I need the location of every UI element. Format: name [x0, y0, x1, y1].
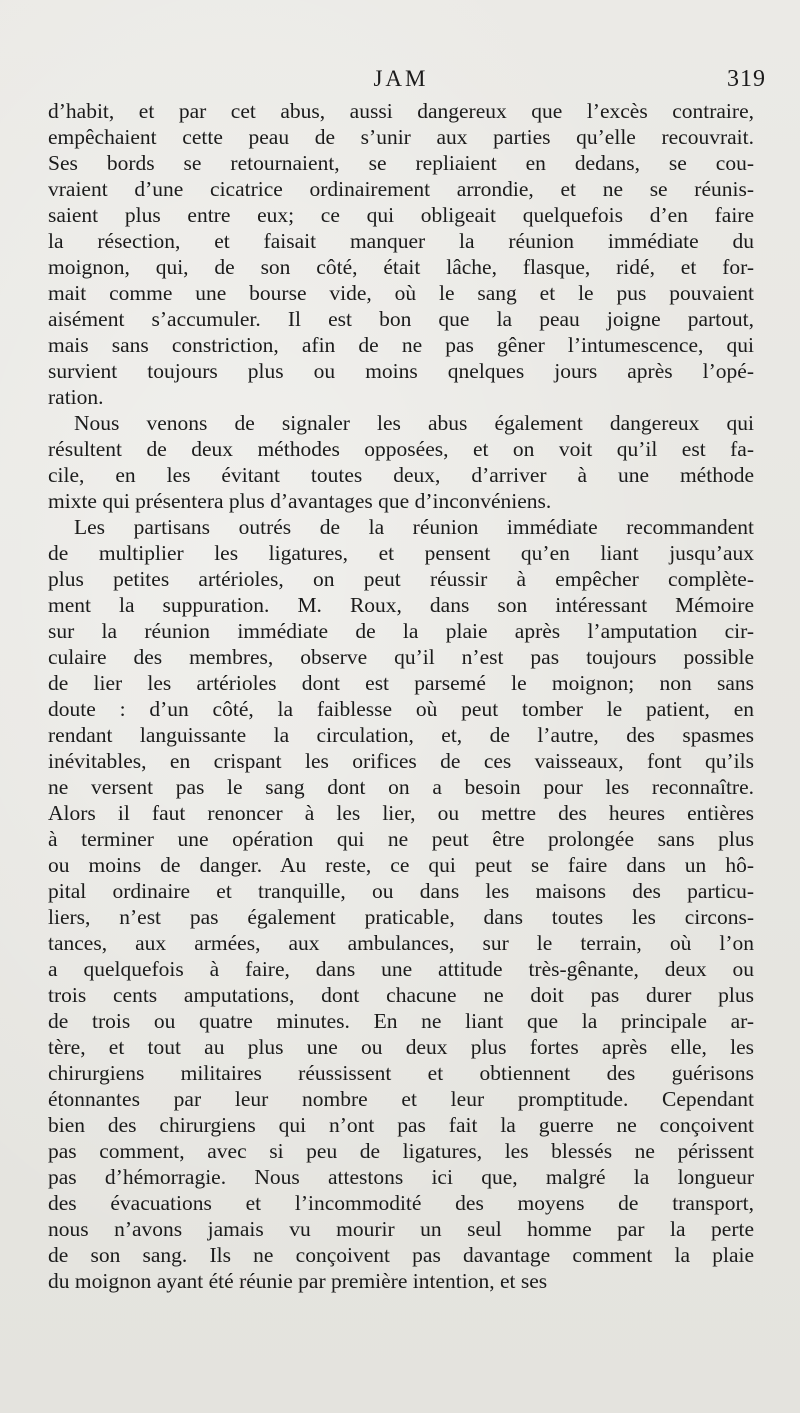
- text-line: moignon, qui, de son côté, était lâche, flasque, ridé, et for-: [48, 255, 754, 279]
- text-line: de lier les artérioles dont est parsemé le moignon; non sans: [48, 671, 754, 695]
- text-line: des évacuations et l’incommodité des moyens de transport,: [48, 1191, 754, 1215]
- text-line: étonnantes par leur nombre et leur promptitude. Cependant: [48, 1087, 754, 1111]
- text-line: vraient d’une cicatrice ordinairement arrondie, et ne se réunis-: [48, 177, 754, 201]
- text-line: ou moins de danger. Au reste, ce qui peut se faire dans un hô-: [48, 853, 754, 877]
- text-line: trois cents amputations, dont chacune ne doit pas durer plus: [48, 983, 754, 1007]
- text-line: mixte qui présentera plus d’avantages que d’inconvéniens.: [48, 489, 552, 513]
- text-line: culaire des membres, observe qu’il n’est pas toujours possible: [48, 645, 754, 669]
- text-line: de multiplier les ligatures, et pensent qu’en liant jusqu’aux: [48, 541, 754, 565]
- text-line: mait comme une bourse vide, où le sang et le pus pouvaient: [48, 281, 754, 305]
- text-line: la résection, et faisait manquer la réunion immédiate du: [48, 229, 754, 253]
- text-line: Nous venons de signaler les abus également dangereux qui: [74, 411, 754, 435]
- text-line: du moignon ayant été réunie par première intention, et ses: [48, 1269, 548, 1293]
- text-line: de son sang. Ils ne conçoivent pas davantage comment la plaie: [48, 1243, 754, 1267]
- paragraph: [48, 98, 754, 410]
- text-line: inévitables, en crispant les orifices de ces vaisseaux, font qu’ils: [48, 749, 754, 773]
- running-head-title: JAM: [373, 66, 429, 91]
- text-line: résultent de deux méthodes opposées, et on voit qu’il est fa-: [48, 437, 754, 461]
- text-line: a quelquefois à faire, dans une attitude très-gênante, deux ou: [48, 957, 754, 981]
- text-line: ment la suppuration. M. Roux, dans son intéressant Mémoire: [48, 593, 754, 617]
- text-line: pas d’hémorragie. Nous attestons ici que, malgré la longueur: [48, 1165, 754, 1189]
- text-line: aisément s’accumuler. Il est bon que la peau joigne partout,: [48, 307, 754, 331]
- text-line: pital ordinaire et tranquille, ou dans les maisons des particu-: [48, 879, 754, 903]
- body-text: [48, 98, 754, 1294]
- text-line: mais sans constriction, afin de ne pas gêner l’intumescence, qui: [48, 333, 754, 357]
- text-line: bien des chirurgiens qui n’ont pas fait la guerre ne conçoivent: [48, 1113, 754, 1137]
- text-line: Ses bords se retournaient, se repliaient en dedans, se cou-: [48, 151, 754, 175]
- paragraph: [48, 410, 754, 514]
- text-line: à terminer une opération qui ne peut être prolongée sans plus: [48, 827, 754, 851]
- text-line: pas comment, avec si peu de ligatures, les blessés ne périssent: [48, 1139, 754, 1163]
- text-line: tère, et tout au plus une ou deux plus fortes après elle, les: [48, 1035, 754, 1059]
- text-line: survient toujours plus ou moins qnelques jours après l’opé-: [48, 359, 754, 383]
- text-line: rendant languissante la circulation, et, de l’autre, des spasmes: [48, 723, 754, 747]
- text-line: ration.: [48, 385, 104, 409]
- running-head: [48, 60, 766, 100]
- text-line: nous n’avons jamais vu mourir un seul homme par la perte: [48, 1217, 754, 1241]
- text-line: Alors il faut renoncer à les lier, ou mettre des heures entières: [48, 801, 754, 825]
- text-line: sur la réunion immédiate de la plaie après l’amputation cir-: [48, 619, 754, 643]
- text-line: doute : d’un côté, la faiblesse où peut tomber le patient, en: [48, 697, 754, 721]
- text-line: saient plus entre eux; ce qui obligeait quelquefois d’en faire: [48, 203, 754, 227]
- text-line: empêchaient cette peau de s’unir aux parties qu’elle recouvrait.: [48, 125, 754, 149]
- text-line: chirurgiens militaires réussissent et obtiennent des guérisons: [48, 1061, 754, 1085]
- text-line: plus petites artérioles, on peut réussir à empêcher complète-: [48, 567, 754, 591]
- text-line: tances, aux armées, aux ambulances, sur le terrain, où l’on: [48, 931, 754, 955]
- text-line: liers, n’est pas également praticable, dans toutes les circons-: [48, 905, 754, 929]
- page-number: 319: [727, 66, 766, 92]
- text-line: Les partisans outrés de la réunion immédiate recommandent: [74, 515, 754, 539]
- paragraph: [48, 514, 754, 1294]
- text-line: de trois ou quatre minutes. En ne liant que la principale ar-: [48, 1009, 754, 1033]
- text-line: ne versent pas le sang dont on a besoin pour les reconnaître.: [48, 775, 754, 799]
- text-line: cile, en les évitant toutes deux, d’arriver à une méthode: [48, 463, 754, 487]
- text-line: d’habit, et par cet abus, aussi dangereux que l’excès contraire,: [48, 99, 754, 123]
